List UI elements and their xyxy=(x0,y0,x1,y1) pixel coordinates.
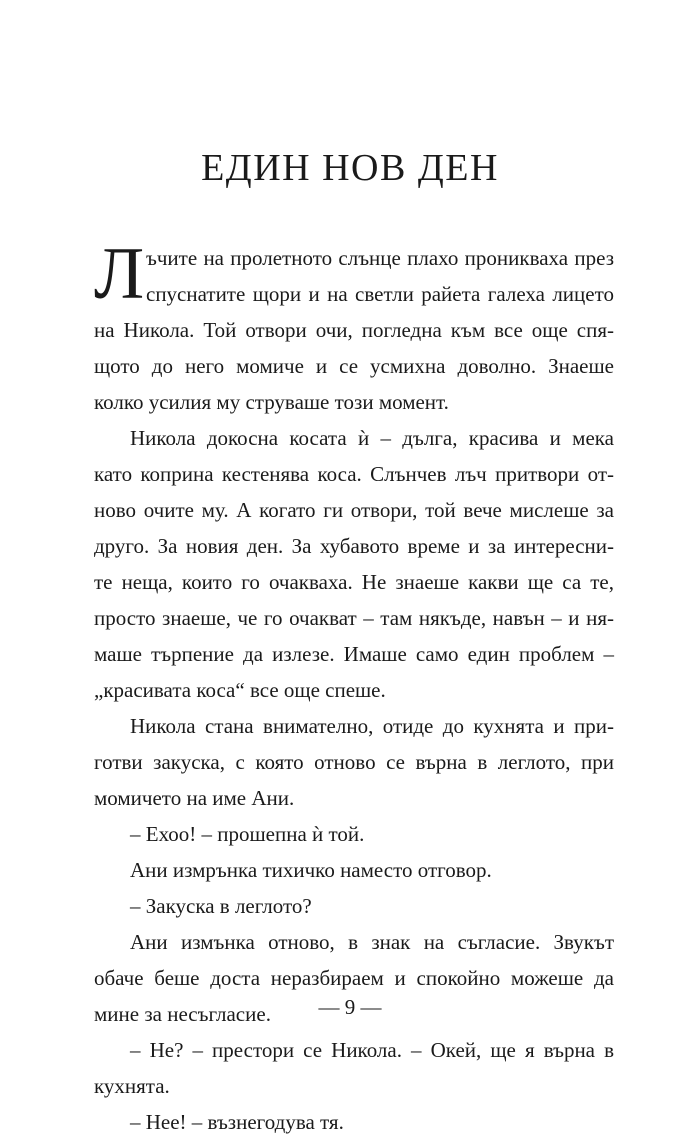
drop-cap: Л xyxy=(94,233,145,315)
text-line: Никола докосна косата ѝ – дълга, красива и мека xyxy=(130,426,614,450)
text-line: маше търпение да излезе. Имаше само един проблем – xyxy=(94,642,614,666)
text-line: Ани измънка отново, в знак на съгласие. Звукът xyxy=(130,930,614,954)
text-line: просто знаеше, че го очакват – там някъде, навън – и ня- xyxy=(94,606,614,630)
dialogue-line: – Не? – престори се Никола. – Окей, ще я върна в xyxy=(130,1038,614,1062)
text-line: кухнята. xyxy=(94,1074,170,1098)
page-number: — 9 — xyxy=(318,995,382,1019)
text-line: Ани измрънка тихичко наместо отговор. xyxy=(130,858,492,882)
text-line: обаче беше доста неразбираем и спокойно можеше да xyxy=(94,966,614,990)
dialogue-line: – Ехоо! – прошепна ѝ той. xyxy=(130,822,365,846)
text-line: Никола стана внимателно, отиде до кухнята и при- xyxy=(130,714,614,738)
text-line: те неща, които го очакваха. Не знаеше какви ще са те, xyxy=(94,570,614,594)
text-line: „красивата коса“ все още спеше. xyxy=(94,678,386,702)
text-line: мине за несъгласие. xyxy=(94,1002,271,1026)
text-line: щото до него момиче и се усмихна доволно. Знаеше xyxy=(94,354,614,378)
text-line: момичето на име Ани. xyxy=(94,786,295,810)
dialogue-line: – Закуска в леглото? xyxy=(130,894,312,918)
text-line: на Никола. Той отвори очи, погледна към все още спя- xyxy=(94,318,614,342)
text-line: ново очите му. А когато ги отвори, той вече мислеше за xyxy=(94,498,614,522)
text-line: като коприна кестенява коса. Слънчев лъч притвори от- xyxy=(94,462,614,486)
text-line: ъчите на пролетното слънце плахо проникваха през xyxy=(146,246,614,270)
text-line: спуснатите щори и на светли райета галеха лицето xyxy=(146,282,614,306)
chapter-title: ЕДИН НОВ ДЕН xyxy=(201,147,499,189)
first-paragraph-opening xyxy=(94,233,614,315)
text-line: готви закуска, с която отново се върна в леглото, при xyxy=(94,750,614,774)
text-line: друго. За новия ден. За хубавото време и за интересни- xyxy=(94,534,614,558)
text-line: колко усилия му струваше този момент. xyxy=(94,390,449,414)
dialogue-line: – Нее! – възнегодува тя. xyxy=(130,1110,344,1134)
